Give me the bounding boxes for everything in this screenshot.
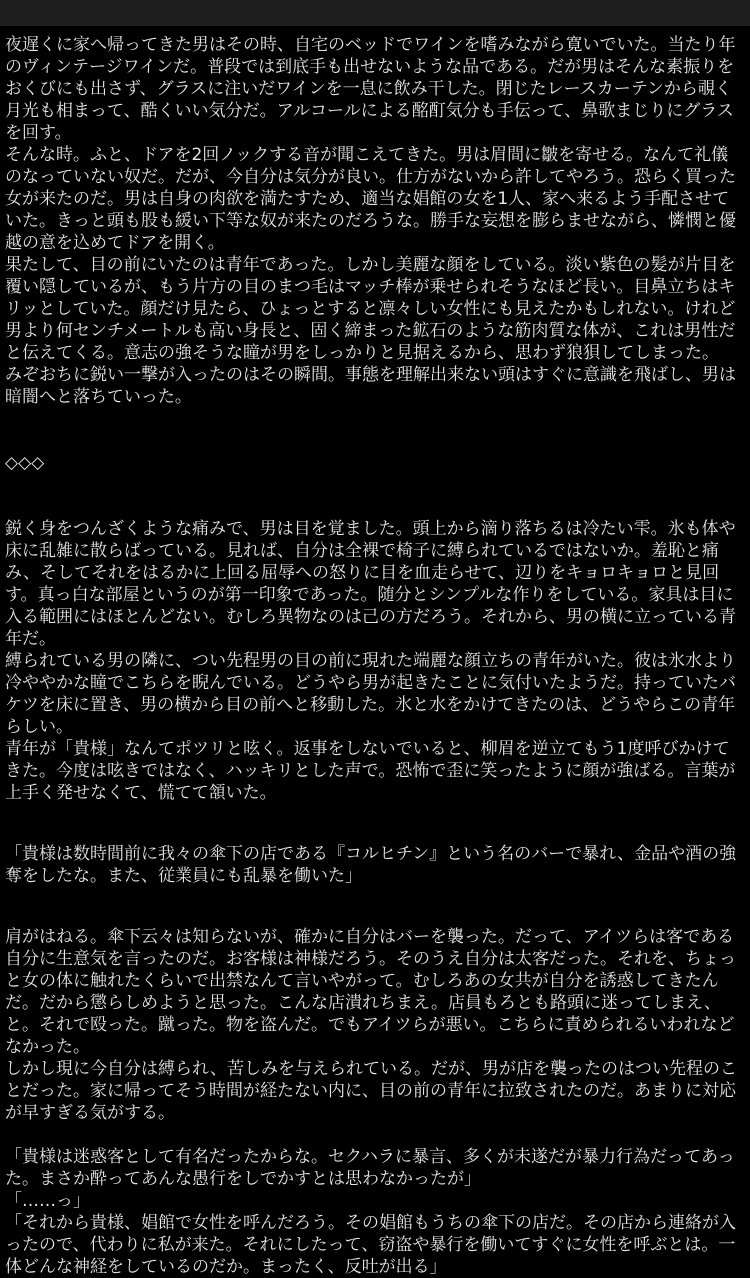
spacer: [5, 904, 745, 926]
paragraph: 夜遅くに家へ帰ってきた男はその時、自宅のベッドでワインを嗜みながら寛いでいた。当たり年のヴィンテージワインだ。普段では到底手も出せないような品である。だが男はそんな素振りをおくびにも出さず、グラスに注いだワインを一息に飲み干した。閉じたレースカーテンから覗く月光も相まって、酷くいい気分だ。アルコールによる酩酊気分も手伝って、鼻歌まじりにグラスを回す。: [5, 35, 736, 143]
paragraph: 肩がはねる。傘下云々は知らないが、確かに自分はバーを襲った。だって、アイツらは客である自分に生意気を言ったのだ。お客様は神様だろう。そのうえ自分は太客だった。それを、ちょっと女の体に触れたくらいで出禁なんて言いやがって。むしろあの女共が自分を誘惑してきたんだ。だから懲らしめようと思った。こんな店潰れちまえ。店員もろとも路頭に迷ってしまえ、と。それで殴った。蹴った。物を盗んだ。でもアイツらが悪い。こちらに責められるいわれなどなかった。: [5, 927, 736, 1057]
paragraph: 果たして、目の前にいたのは青年であった。しかし美麗な顔をしている。淡い紫色の髪が片目を覆い隠しているが、もう片方の目のまつ毛はマッチ棒が乗せられそうなほど長い。目鼻立ちはキリッとしていた。顔だけ見たら、ひょっとすると凛々しい女性にも見えたかもしれない。けれど男より何センチメートルも高い身長と、固く締まった鉱石のような筋肉質な体が、これは男性だと伝えてくる。意志の強そうな瞳が男をしっかりと見据えるから、思わず狼狽してしまった。: [5, 255, 736, 363]
spacer: [5, 474, 745, 518]
top-bar: [0, 0, 750, 26]
story-text: [5, 34, 745, 1278]
dialogue-line: 「貴様は迷惑客として有名だったからな。セクハラに暴言、多くが未遂だが暴力行為だってあった。まさか酔ってあんな愚行をしでかすとは思わなかったが」: [5, 1147, 735, 1189]
spacer: [5, 1124, 745, 1146]
dialogue-line: 「……っ」: [5, 1191, 90, 1211]
paragraph: そんな時。ふと、ドアを2回ノックする音が聞こえてきた。男は眉間に皺を寄せる。なんて礼儀のなっていない奴だ。だが、今自分は気分が良い。仕方がないから許してやろう。恐らく買った女が来たのだ。男は自身の肉欲を満たすため、適当な娼館の女を1人、家へ来るよう手配させていた。きっと頭も股も緩い下等な奴が来たのだろうな。勝手な妄想を膨らませながら、憐憫と優越の意を込めてドアを開く。: [5, 145, 736, 253]
section-one: [5, 34, 745, 408]
dialogue-line: 「貴様は数時間前に我々の傘下の店である『コルヒチン』という名のバーで暴れ、金品や酒の強奪をしたな。また、従業員にも乱暴を働いた」: [5, 844, 737, 886]
dialogue-block: [5, 1146, 745, 1278]
dialogue-line: 「それから貴様、娼館で女性を呼んだろう。その娼館もうちの傘下の店だ。その店から連絡が入ったので、代わりに私が来た。それにしたって、窃盗や暴行を働いてすぐに女性を呼ぶとは。一体どんな神経をしているのだか。まったく、反吐が出る」: [5, 1213, 736, 1277]
section-two: [5, 518, 745, 804]
spacer: [5, 408, 745, 452]
paragraph: 青年が「貴様」なんてポツリと呟く。返事をしないでいると、柳眉を逆立てもう1度呼びかけてきた。今度は呟きではなく、ハッキリとした声で。恐怖で歪に笑ったように顔が強ばる。言葉が上手く発せなくて、慌てて頷いた。: [5, 739, 736, 803]
paragraph: しかし現に今自分は縛られ、苦しみを与えられている。だが、男が店を襲ったのはつい先程のことだった。家に帰ってそう時間が経たない内に、目の前の青年に拉致されたのだ。あまりに対応が早すぎる気がする。: [5, 1059, 738, 1123]
scene-separator: ◇◇◇: [5, 453, 45, 473]
spacer: [5, 804, 745, 826]
paragraph: 縛られている男の隣に、つい先程男の目の前に現れた端麗な顔立ちの青年がいた。彼は氷水より冷ややかな瞳でこちらを睨んでいる。どうやら男が起きたことに気付いたようだ。持っていたバケツを床に置き、男の横から目の前へと移動した。氷と水をかけてきたのは、どうやらこの青年らしい。: [5, 651, 736, 737]
paragraph: 鋭く身をつんざくような痛みで、男は目を覚ました。頭上から滴り落ちるは冷たい雫。氷も体や床に乱雑に散らばっている。見れば、自分は全裸で椅子に縛られているではないか。羞恥と痛み、そしてそれをはるかに上回る屈辱への怒りに目を血走らせて、辺りをキョロキョロと見回す。真っ白な部屋というのが第一印象であった。随分とシンプルな作りをしている。家具は目に入る範囲にはほとんどない。むしろ異物なのは己の方だろう。それから、男の横に立っている青年だ。: [5, 519, 736, 649]
paragraph: みぞおちに鋭い一撃が入ったのはその瞬間。事態を理解出来ない頭はすぐに意識を飛ばし、男は暗闇へと落ちていった。: [5, 365, 736, 407]
section-three: [5, 926, 745, 1124]
